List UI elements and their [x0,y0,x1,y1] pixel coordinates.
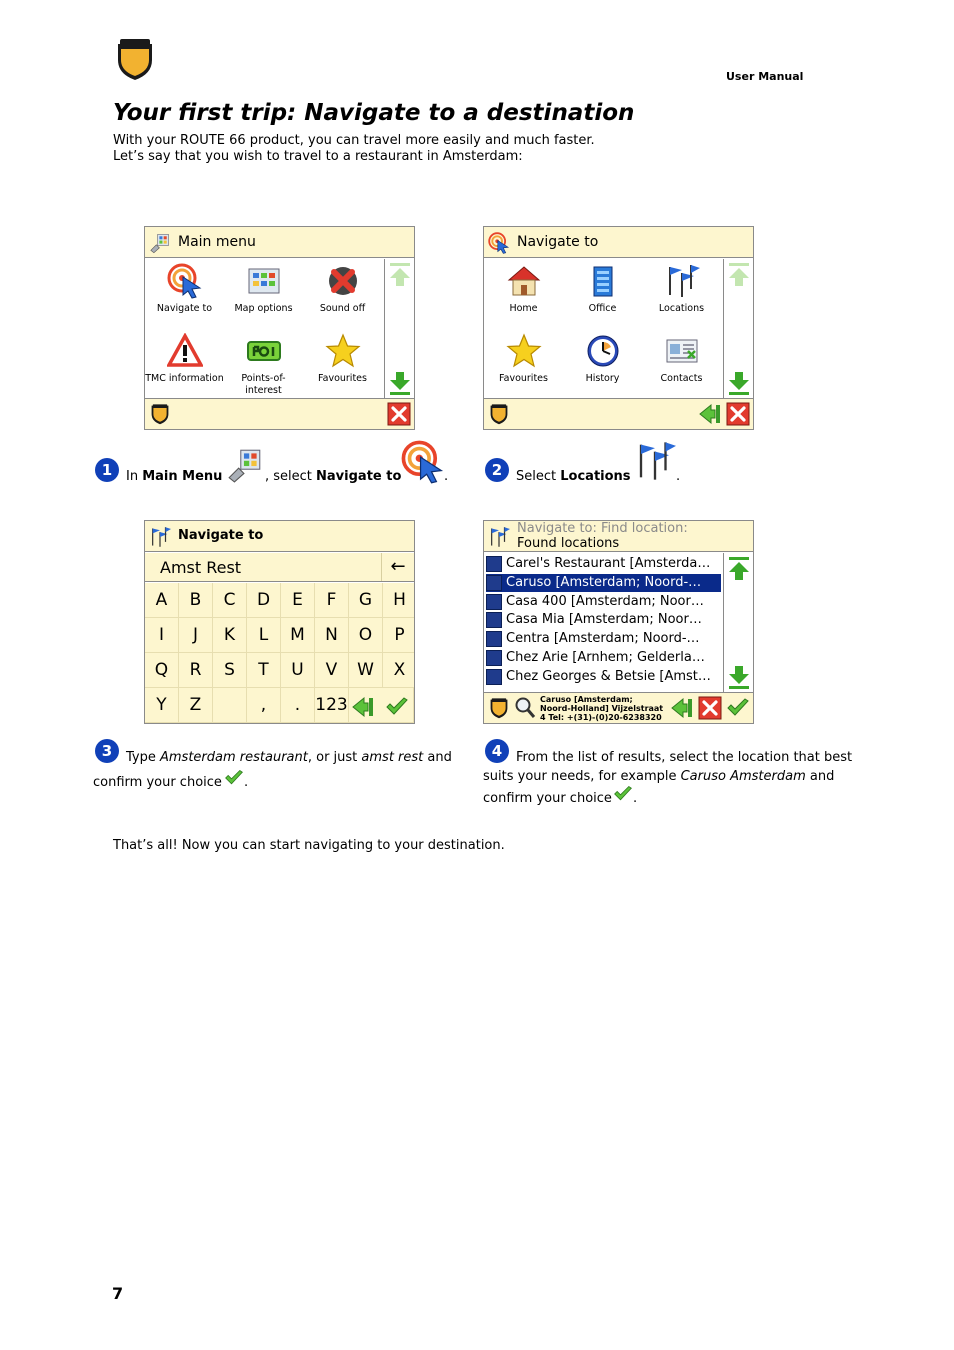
tmc-warning-icon [167,333,203,369]
key-s[interactable]: S [213,653,247,688]
route66-logo [112,36,158,82]
key-u[interactable]: U [281,653,315,688]
restaurant-icon [486,650,502,666]
key-e[interactable]: E [281,583,315,618]
route66-badge-icon[interactable] [487,696,511,720]
ok-check-icon [224,768,244,788]
result-item[interactable] [486,555,721,573]
key-f[interactable]: F [315,583,349,618]
route66-badge-icon[interactable] [487,402,511,426]
close-icon[interactable] [387,402,411,426]
favourites-star-icon [325,333,361,369]
close-icon[interactable] [698,696,722,720]
step-2-end: . [676,469,681,484]
navigate-to-icon [488,232,510,254]
key-y[interactable]: Y [145,688,179,723]
key-p[interactable]: P [383,618,415,653]
result-label: Chez Arie [Arnhem; Gelderla… [506,650,705,665]
locations-flags-icon [634,440,676,482]
keyboard-title-bar [145,521,414,552]
key-w[interactable]: W [349,653,383,688]
backspace-key[interactable]: ← [381,553,414,581]
key-v[interactable]: V [315,653,349,688]
locations-flags-icon [664,263,700,299]
nav-item-contacts[interactable]: Contacts [642,329,721,399]
key-comma[interactable]: , [247,688,281,723]
scroll-down-icon[interactable] [727,370,751,396]
result-item[interactable] [486,593,721,611]
key-h[interactable]: H [383,583,415,618]
nav-item-office[interactable]: Office [563,259,642,329]
ok-check-icon [613,784,633,804]
step-4-number: 4 [485,739,509,763]
key-d[interactable]: D [247,583,281,618]
page-number: 7 [112,1284,124,1303]
key-x[interactable]: X [383,653,415,688]
nav-item-favourites[interactable]: Favourites [484,329,563,399]
restaurant-icon [486,631,502,647]
key-123[interactable]: 123 [315,688,349,723]
result-item[interactable] [486,630,721,648]
navigate-to-title: Navigate to [517,234,599,250]
result-label: Casa Mia [Amsterdam; Noor… [506,612,702,628]
found-locations-title-bar [484,521,753,552]
result-label: Chez Georges & Betsie [Amst… [506,668,711,684]
search-input-value: Amst Rest [160,558,242,577]
locations-flags-icon [149,526,171,548]
navigate-to-screen [483,226,754,430]
step-4-end: . [633,791,638,806]
step-3-end: . [244,775,249,790]
result-item[interactable] [486,611,721,629]
ok-check-icon[interactable] [385,695,409,719]
step-1-caption-mid: , select Navigate to [265,469,402,484]
scroll-up-icon[interactable] [727,556,751,582]
key-r[interactable]: R [179,653,213,688]
navigate-to-bottom-bar [484,398,753,429]
key-c[interactable]: C [213,583,247,618]
office-building-icon [585,263,621,299]
poi-icon [246,333,282,369]
locations-flags-icon [488,526,510,548]
scroll-down-icon[interactable] [388,370,412,396]
nav-item-history[interactable]: History [563,329,642,399]
restaurant-icon [486,575,502,591]
page-title: Your first trip: Navigate to a destination [113,100,635,126]
main-menu-screen [144,226,415,430]
main-menu-bottom-bar [145,398,414,429]
sound-off-icon [325,263,361,299]
result-label: Caruso [Amsterdam; Noord-… [506,574,702,590]
key-t[interactable]: T [247,653,281,688]
step-3-caption: Type Amsterdam restaurant, or just amst rest and [126,750,452,765]
step-2-number: 2 [485,458,509,482]
back-icon[interactable] [698,402,722,426]
manual-label: User Manual [726,70,804,83]
navigate-to-icon [167,263,203,299]
key-space[interactable] [213,688,247,723]
route66-badge-icon[interactable] [148,402,172,426]
restaurant-icon [486,612,502,628]
key-a[interactable]: A [145,583,179,618]
closing-text: That’s all! Now you can start navigating to your destination. [113,838,505,853]
ok-check-icon[interactable] [726,696,750,720]
result-item[interactable] [486,668,721,686]
back-icon[interactable] [351,695,375,719]
nav-item-home[interactable]: Home [484,259,563,329]
key-l[interactable]: L [247,618,281,653]
key-k[interactable]: K [213,618,247,653]
intro-line-1: With your ROUTE 66 product, you can travel more easily and much faster. [113,133,595,148]
results-scrollbar [723,553,753,693]
contacts-card-icon [664,333,700,369]
close-icon[interactable] [726,402,750,426]
main-menu-icon [226,446,264,484]
restaurant-icon [486,556,502,572]
menu-item-map-options[interactable]: Map options [224,259,303,329]
step-1-caption: In Main Menu [126,469,223,484]
step-4-caption-line-2: suits your needs, for example Caruso Amsterdam and [483,769,835,784]
history-clock-icon [585,333,621,369]
selected-address: Caruso [Amsterdam; Noord-Holland] Vijzelstraat 4 Tel: +(31)-(0)20-6238320 [540,695,664,722]
result-label: Casa 400 [Amsterdam; Noor… [506,593,704,609]
keyboard-screen [144,520,415,724]
key-j[interactable]: J [179,618,213,653]
found-locations-title: Found locations [517,536,620,551]
scroll-down-icon[interactable] [727,664,751,690]
search-input[interactable] [145,553,414,582]
key-period[interactable]: . [281,688,315,723]
map-options-icon [246,263,282,299]
menu-item-sound-off[interactable]: Sound off [303,259,382,329]
result-label: Centra [Amsterdam; Noord-… [506,631,700,647]
back-icon[interactable] [670,696,694,720]
home-icon [506,263,542,299]
main-menu-title-bar [145,227,414,258]
navigate-to-title-bar [484,227,753,258]
step-1-number: 1 [95,458,119,482]
key-g[interactable]: G [349,583,383,618]
step-2-caption: Select Locations [516,469,631,484]
menu-item-points-of-interest[interactable]: Points-of-interest [224,329,303,399]
scroll-up-icon[interactable] [727,262,751,288]
step-3-number: 3 [95,739,119,763]
restaurant-icon [486,594,502,610]
key-o[interactable]: O [349,618,383,653]
found-locations-subtitle: Navigate to: Find location: [517,521,688,536]
navigate-to-icon [401,440,445,484]
step-3-caption-line-2: confirm your choice [93,775,222,790]
key-m[interactable]: M [281,618,315,653]
scroll-up-icon[interactable] [388,262,412,288]
step-1-end: . [444,469,449,484]
restaurant-icon [486,669,502,685]
result-label: Carel's Restaurant [Amsterda… [506,556,711,571]
key-z[interactable]: Z [179,688,213,723]
found-locations-screen [483,520,754,724]
result-item[interactable] [486,574,721,592]
key-b[interactable]: B [179,583,213,618]
step-4-caption: From the list of results, select the location that best [516,750,853,765]
step-4-caption-line-3: confirm your choice [483,791,612,806]
magnifier-icon[interactable] [514,696,536,720]
nav-item-locations[interactable]: Locations [642,259,721,329]
main-menu-scrollbar [384,259,414,399]
result-item[interactable] [486,649,721,667]
key-i[interactable]: I [145,618,179,653]
intro-line-2: Let’s say that you wish to travel to a restaurant in Amsterdam: [113,149,523,164]
key-n[interactable]: N [315,618,349,653]
results-list [484,553,723,693]
found-locations-bottom-bar [484,692,753,723]
menu-item-navigate-to[interactable]: Navigate to [145,259,224,329]
key-q[interactable]: Q [145,653,179,688]
main-menu-title: Main menu [178,234,256,250]
main-menu-icon [149,232,171,254]
menu-item-favourites[interactable]: Favourites [303,329,382,399]
navigate-to-scrollbar [723,259,753,399]
menu-item-tmc-information[interactable]: TMC information [145,329,224,399]
favourites-star-icon [506,333,542,369]
keyboard-title: Navigate to [178,528,264,543]
